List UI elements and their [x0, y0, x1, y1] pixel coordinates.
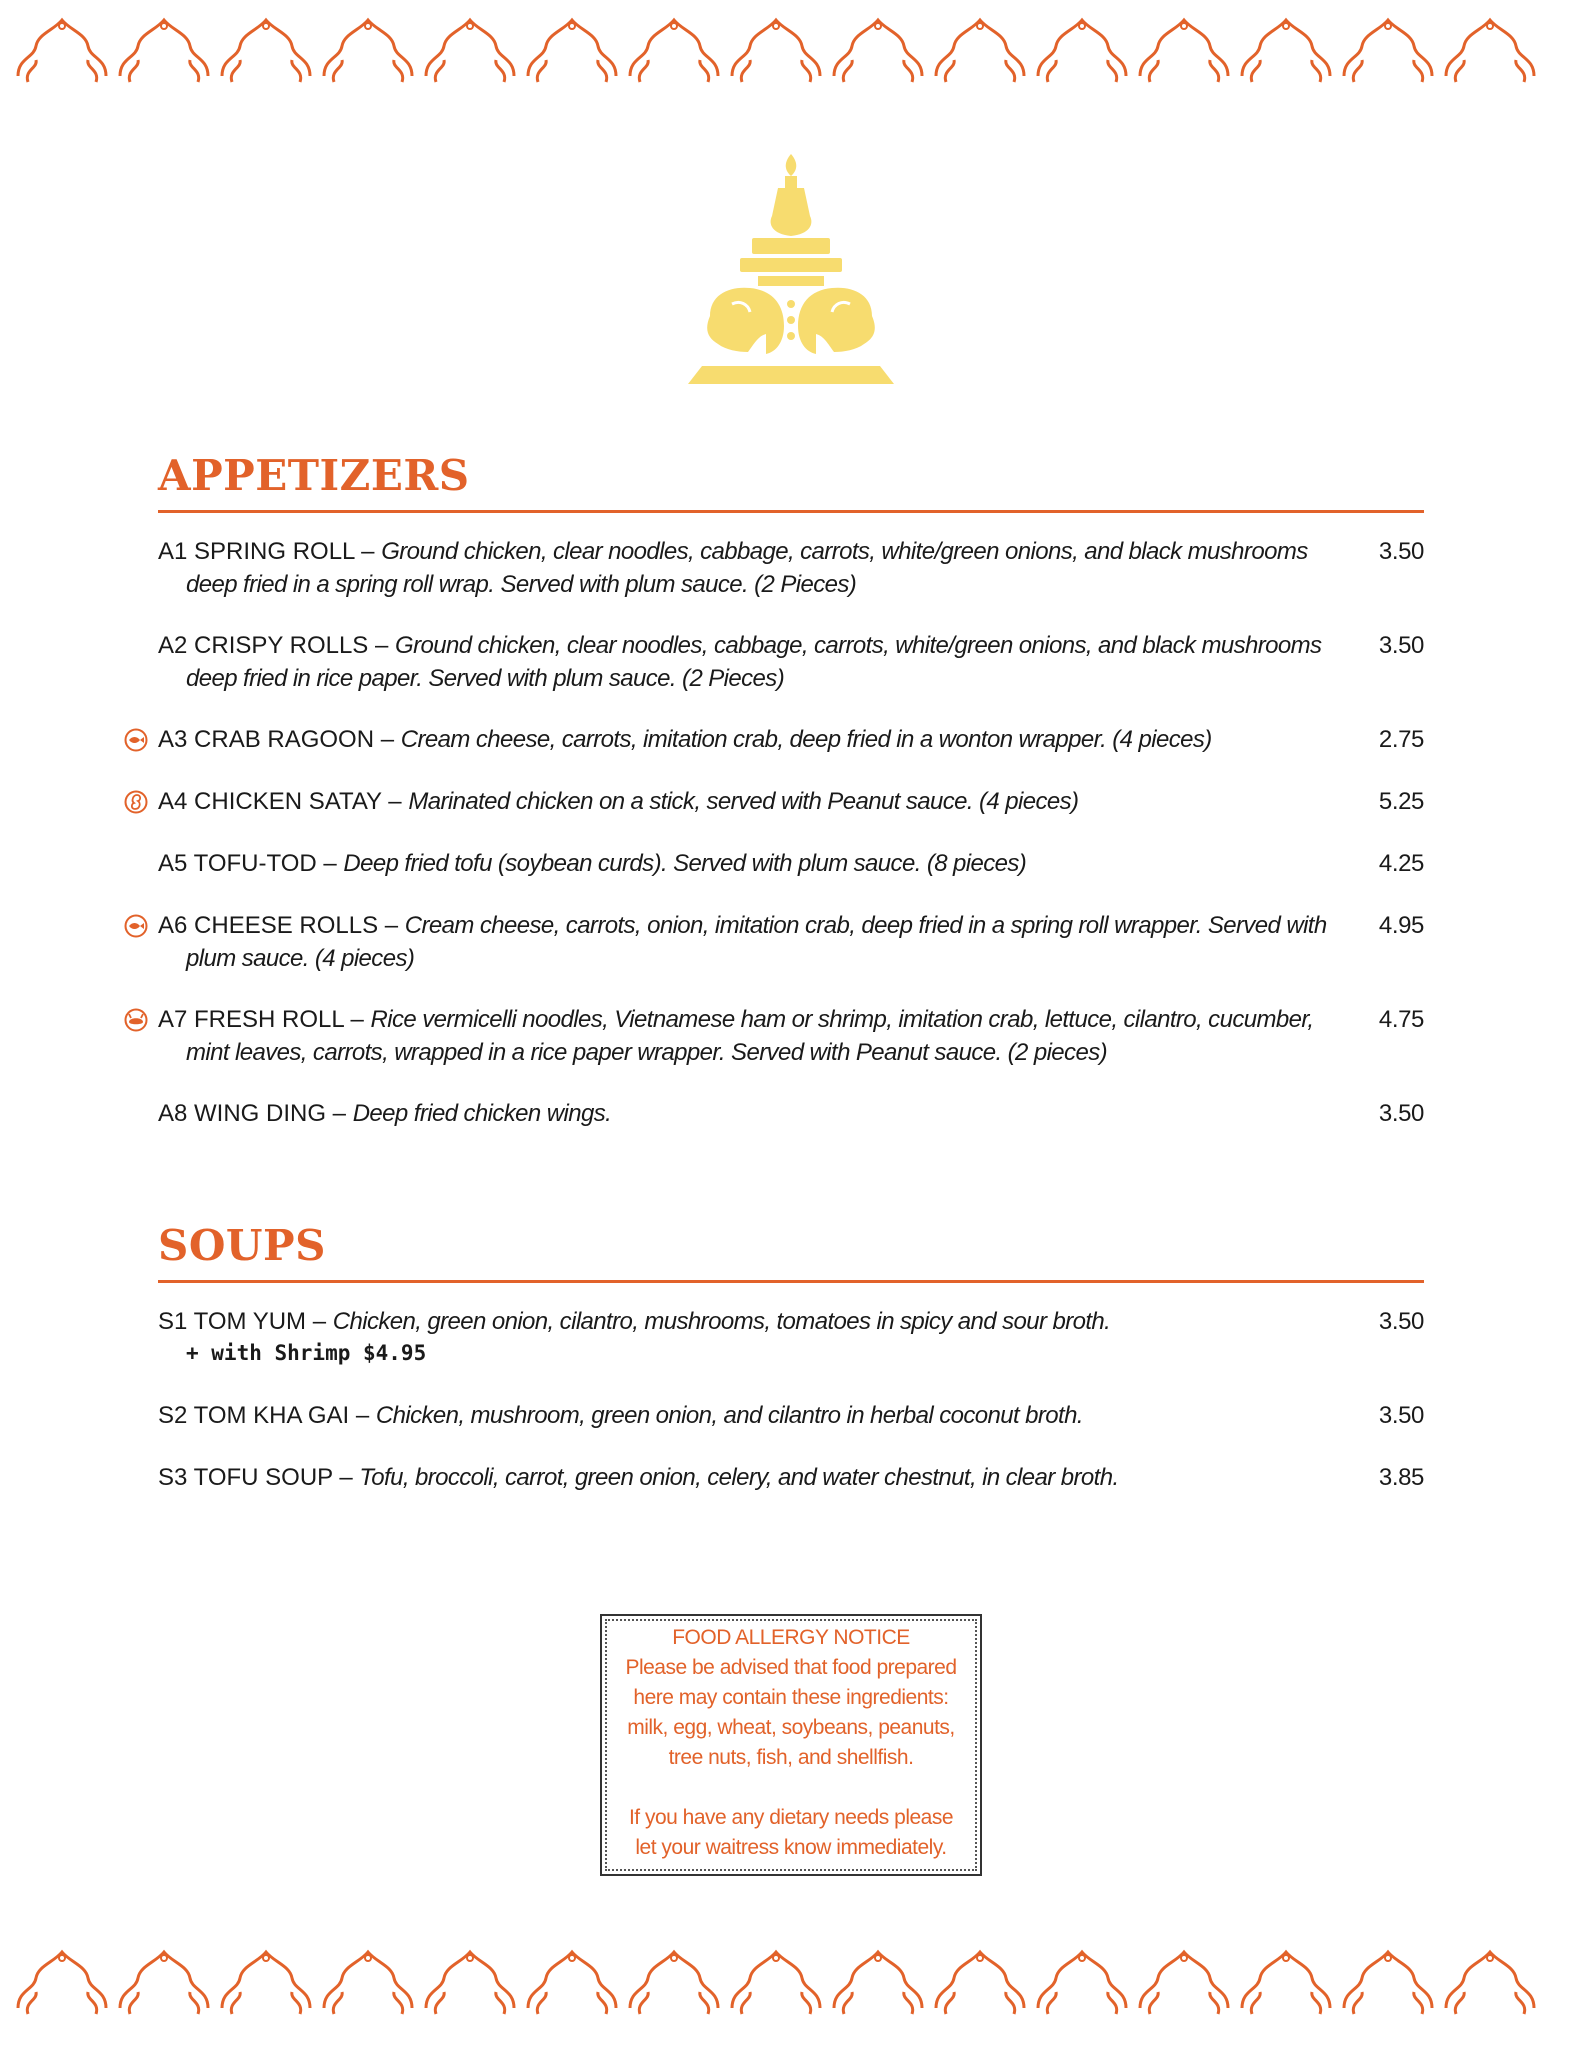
item-desc: Deep fried tofu (soybean curds). Served with plum sauce. (8 pieces) [343, 850, 1027, 877]
item-price: 4.25 [1378, 850, 1424, 877]
item-name: A4 CHICKEN SATAY – [158, 788, 402, 815]
item-desc: Cream cheese, carrots, onion, imitation crab, deep fried in a spring roll wrapper. Served with plum sauce. (4 pieces) [186, 912, 1327, 972]
item-name: A7 FRESH ROLL – [158, 1006, 364, 1033]
item-desc: Tofu, broccoli, carrot, green onion, celery, and water chestnut, in clear broth. [359, 1464, 1119, 1491]
item-price: 3.50 [1378, 1308, 1424, 1335]
item-price: 5.25 [1378, 788, 1424, 815]
top-arch-border [14, 6, 1568, 106]
shellfish-icon [124, 1008, 148, 1032]
item-desc: Rice vermicelli noodles, Vietnamese ham or shrimp, imitation crab, lettuce, cilantro, cucumber, mint leaves, carrots, wrapped in a rice paper wrapper. Served with Peanut sauce. (2 pieces) [186, 1006, 1314, 1066]
item-price: 3.50 [1378, 1402, 1424, 1429]
soups-section [158, 1216, 1424, 1491]
menu-item [158, 1399, 1424, 1432]
item-name: A8 WING DING – [158, 1100, 347, 1127]
item-name: S1 TOM YUM – [158, 1308, 327, 1335]
item-name: A6 CHEESE ROLLS – [158, 912, 399, 939]
notice-line: here may contain these ingredients: [633, 1686, 949, 1709]
section-divider [158, 510, 1424, 513]
menu-item [158, 1305, 1424, 1368]
appetizers-section [158, 446, 1424, 1127]
item-price: 4.75 [1378, 1006, 1424, 1033]
item-price: 2.75 [1378, 726, 1424, 753]
item-addon: + with Shrimp $4.95 [186, 1341, 427, 1365]
item-desc: Cream cheese, carrots, imitation crab, deep fried in a wonton wrapper. (4 pieces) [400, 726, 1212, 753]
notice-spacer [607, 1773, 975, 1803]
notice-line: Please be advised that food prepared [625, 1656, 957, 1679]
item-desc: Marinated chicken on a stick, served with Peanut sauce. (4 pieces) [408, 788, 1079, 815]
menu-item [158, 629, 1424, 695]
item-desc: Chicken, mushroom, green onion, and cilantro in herbal coconut broth. [375, 1402, 1083, 1429]
item-desc: Chicken, green onion, cilantro, mushrooms, tomatoes in spicy and sour broth. [332, 1308, 1111, 1335]
menu-item [158, 1461, 1424, 1494]
notice-line: tree nuts, fish, and shellfish. [668, 1746, 914, 1769]
menu-item [158, 847, 1424, 880]
food-allergy-notice [600, 1614, 982, 1876]
item-desc: Ground chicken, clear noodles, cabbage, carrots, white/green onions, and black mushrooms deep fried in a spring roll wrap. Served with plum sauce. (2 Pieces) [186, 538, 1308, 598]
item-price: 4.95 [1378, 912, 1424, 939]
section-title: APPETIZERS [158, 451, 470, 500]
notice-line: If you have any dietary needs please [628, 1806, 954, 1829]
menu-item [158, 909, 1424, 975]
menu-item [158, 535, 1424, 601]
item-price: 3.85 [1378, 1464, 1424, 1491]
stupa-elephant-logo [686, 154, 896, 394]
bottom-arch-border [14, 1938, 1568, 2038]
menu-item [158, 1097, 1424, 1130]
section-divider [158, 1280, 1424, 1283]
fish-icon [124, 914, 148, 938]
item-price: 3.50 [1378, 632, 1424, 659]
item-name: S2 TOM KHA GAI – [158, 1402, 370, 1429]
menu-item [158, 785, 1424, 818]
item-name: A3 CRAB RAGOON – [158, 726, 395, 753]
item-name: A5 TOFU-TOD – [158, 850, 337, 877]
item-name: A2 CRISPY ROLLS – [158, 632, 389, 659]
notice-line: let your waitress know immediately. [635, 1836, 947, 1859]
peanut-icon [124, 790, 148, 814]
notice-title: FOOD ALLERGY NOTICE [672, 1626, 910, 1649]
item-desc: Ground chicken, clear noodles, cabbage, carrots, white/green onions, and black mushrooms deep fried in rice paper. Served with plum sauce. (2 Pieces) [186, 632, 1322, 692]
menu-item [158, 723, 1424, 756]
section-title: SOUPS [158, 1221, 326, 1270]
item-name: A1 SPRING ROLL – [158, 538, 375, 565]
menu-item [158, 1003, 1424, 1069]
notice-line: milk, egg, wheat, soybeans, peanuts, [627, 1716, 955, 1739]
item-price: 3.50 [1378, 1100, 1424, 1127]
item-desc: Deep fried chicken wings. [352, 1100, 612, 1127]
fish-icon [124, 728, 148, 752]
item-name: S3 TOFU SOUP – [158, 1464, 353, 1491]
item-price: 3.50 [1378, 538, 1424, 565]
